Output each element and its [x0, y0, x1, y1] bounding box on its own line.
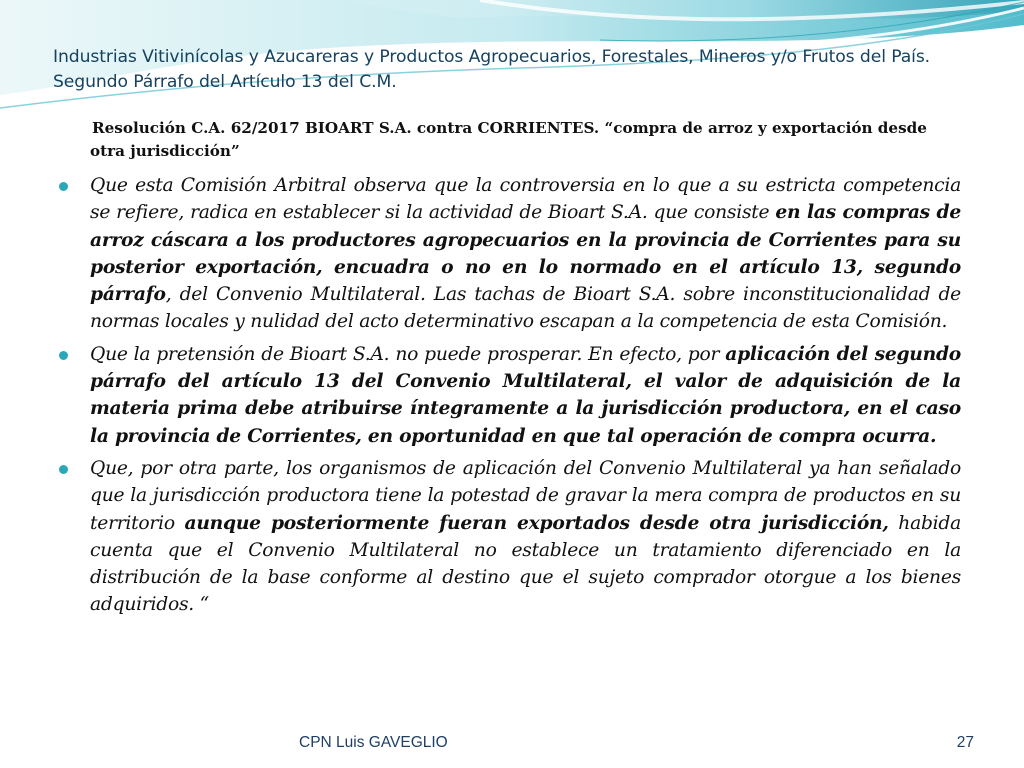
- text-run: Que, por otra parte, los organismos de aplicación del Convenio Multilateral ya han señalado que la jurisdicción productora tiene la potestad de gravar la mera compra de productos en su territorio: [90, 457, 961, 534]
- bold-text-run: aunque posteriormente fueran exportados desde otra jurisdicción,: [184, 511, 889, 534]
- bullet-item: [0, 455, 1024, 619]
- page-number: 27: [956, 734, 974, 751]
- footer-author: CPN Luis GAVEGLIO: [299, 734, 448, 751]
- slide-title: Industrias Vitivinícolas y Azucareras y Productos Agropecuarios, Forestales, Mineros y/o Frutos del País. Segundo Párrafo del Artículo 13 del C.M.: [53, 47, 931, 92]
- text-run: , del Convenio Multilateral. Las tachas de Bioart S.A. sobre inconstitucionalidad de normas locales y nulidad del acto determinativo escapan a la competencia de esta Comisión.: [90, 284, 961, 333]
- bullet-text: [90, 172, 961, 336]
- bullet-dot-icon: [59, 182, 68, 191]
- text-run: Que la pretensión de Bioart S.A. no puede prosperar. En efecto, por: [90, 343, 726, 365]
- bullet-item: [0, 341, 1024, 450]
- resolution-heading: Resolución C.A. 62/2017 BIOART S.A. contra CORRIENTES. “compra de arroz y exportación desde otra jurisdicción”: [90, 119, 927, 160]
- bold-text-run: en las compras de arroz cáscara a los productores agropecuarios en la provincia de Corrientes para su posterior exportación, encuadra o no en lo normado en el artículo 13, segundo párrafo: [90, 201, 961, 306]
- bullet-list: [0, 172, 1024, 624]
- bullet-dot-icon: [59, 351, 68, 360]
- bullet-text: [90, 341, 961, 450]
- text-run: habida cuenta que el Convenio Multilateral no establece un tratamiento diferenciado en la distribución de la base conforme al destino que el sujeto comprador otorgue a los bienes adquiridos. “: [90, 512, 961, 616]
- bullet-text: [90, 455, 961, 619]
- text-run: Que esta Comisión Arbitral observa que la controversia en lo que a su estricta competencia se refiere, radica en establecer si la actividad de Bioart S.A. que consiste: [90, 175, 961, 224]
- bullet-item: [0, 172, 1024, 336]
- bullet-dot-icon: [59, 465, 68, 474]
- bold-text-run: aplicación del segundo párrafo del artículo 13 del Convenio Multilateral, el valor de adquisición de la materia prima debe atribuirse íntegramente a la jurisdicción productora, en el caso la provincia de Corrientes, en oportunidad en que tal operación de compra ocurra.: [90, 342, 961, 447]
